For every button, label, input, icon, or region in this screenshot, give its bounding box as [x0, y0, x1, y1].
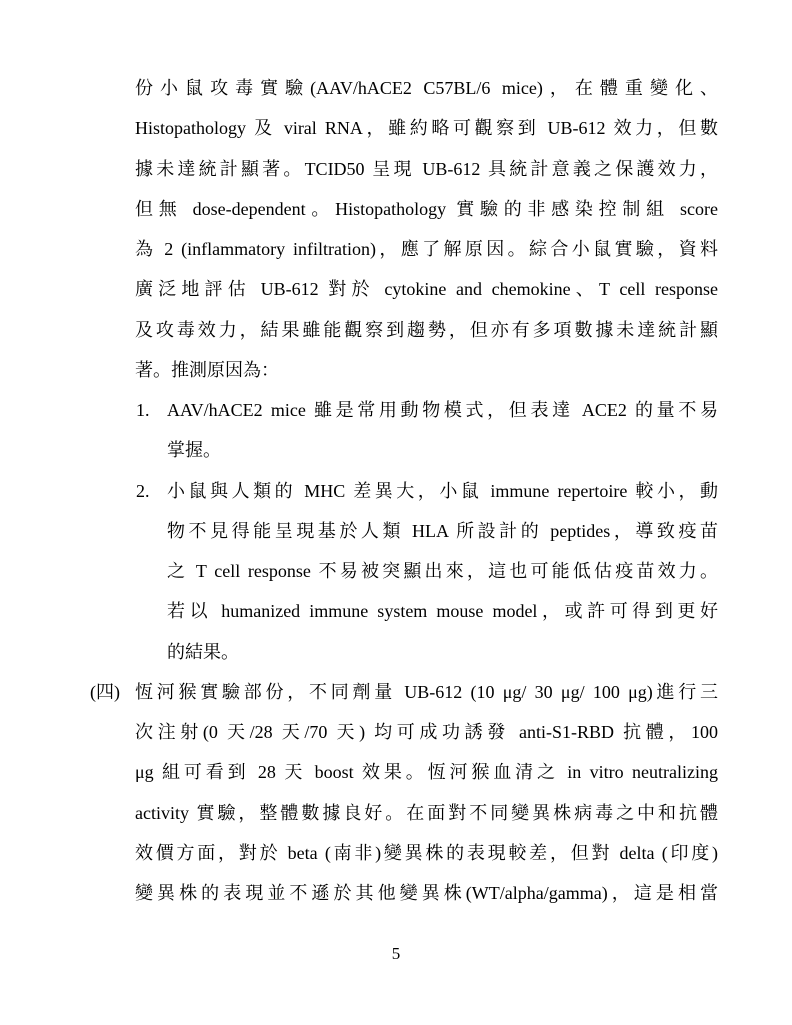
- page-number: 5: [391, 944, 401, 963]
- text-line: activity 實驗，整體數據良好。在面對不同變異株病毒之中和抗體: [135, 802, 718, 823]
- list-item-2-mhc-difference: [136, 471, 718, 672]
- text-line: 據未達統計顯著。TCID50 呈現 UB-612 具統計意義之保護效力，: [135, 158, 718, 179]
- list-item-1-aav-hace2-mice: [136, 390, 718, 471]
- text-line: 及攻毒效力，結果雖能觀察到趨勢，但亦有多項數據未達統計顯: [135, 319, 718, 340]
- paragraph-mouse-challenge-summary: [135, 68, 718, 390]
- text-line: AAV/hACE2 mice 雖是常用動物模式，但表達 ACE2 的量不易: [167, 400, 718, 420]
- text-line: 效價方面，對於 beta (南非)變異株的表現較差，但對 delta (印度): [135, 842, 718, 863]
- text-line: 變異株的表現並不遜於其他變異株(WT/alpha/gamma)，這是相當: [135, 883, 718, 903]
- text-line: 份小鼠攻毒實驗(AAV/hACE2 C57BL/6 mice)，在體重變化、: [135, 78, 718, 98]
- text-line: 為 2 (inflammatory infiltration)，應了解原因。綜合小鼠實驗，資料: [135, 239, 718, 259]
- text-line: μg 組可看到 28 天 boost 效果。恆河猴血清之 in vitro neutralizing: [135, 762, 718, 783]
- text-line: 掌握。: [167, 440, 221, 461]
- text-line: 廣泛地評估 UB-612 對於 cytokine and chemokine、T cell response: [135, 279, 718, 300]
- text-line: 著。推測原因為：: [135, 359, 279, 380]
- list-marker-1: 1.: [136, 400, 150, 420]
- section-4-rhesus-monkey-experiment: [90, 672, 718, 914]
- text-line: 小鼠與人類的 MHC 差異大，小鼠 immune repertoire 較小，動: [167, 480, 718, 501]
- list-marker-2: 2.: [136, 480, 150, 501]
- text-line: 次注射(0 天/28 天/70 天) 均可成功誘發 anti-S1-RBD 抗體，100: [135, 722, 718, 742]
- text-line: 物不見得能呈現基於人類 HLA 所設計的 peptides，導致疫苗: [167, 520, 718, 541]
- text-line: 恆河猴實驗部份，不同劑量 UB-612 (10 μg/ 30 μg/ 100 μg)進行三: [135, 681, 718, 702]
- text-line: 之 T cell response 不易被突顯出來，這也可能低估疫苗效力。: [167, 561, 718, 581]
- page-content: [90, 68, 718, 913]
- section-marker-4: (四): [90, 681, 120, 702]
- text-line: 若以 humanized immune system mouse model，或許可得到更好: [167, 601, 718, 622]
- text-line: 但無 dose-dependent。Histopathology 實驗的非感染控制組 score: [135, 198, 718, 219]
- text-line: 的結果。: [167, 641, 239, 662]
- text-line: Histopathology 及 viral RNA，雖約略可觀察到 UB-612 效力，但數: [135, 118, 718, 139]
